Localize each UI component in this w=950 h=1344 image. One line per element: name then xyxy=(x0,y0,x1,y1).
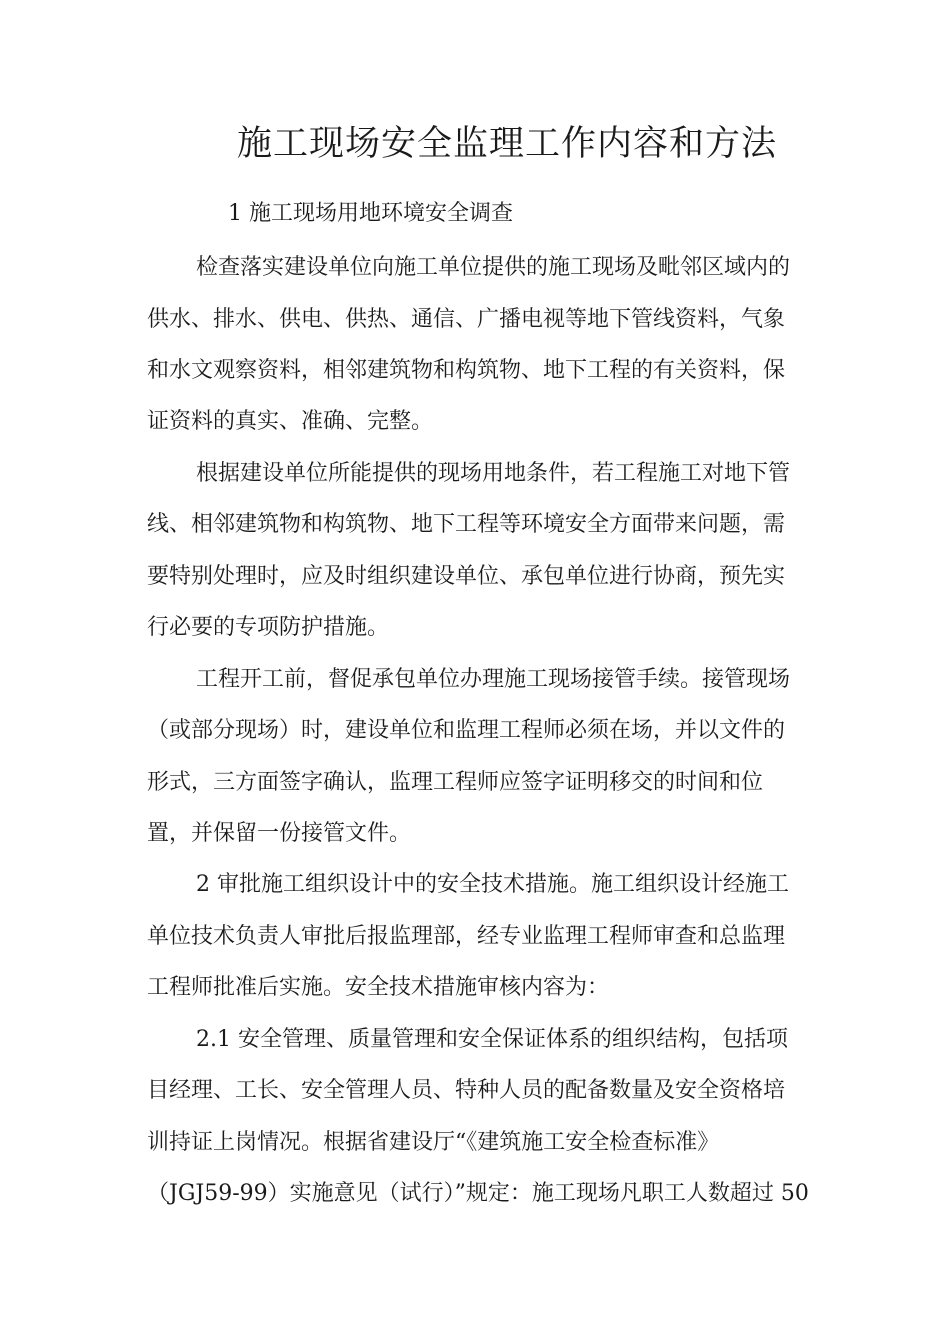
body-line: 工程师批准后实施。安全技术措施审核内容为： xyxy=(147,975,610,1000)
body-line: 要特别处理时，应及时组织建设单位、承包单位进行协商，预先实 xyxy=(147,564,786,589)
body-line: 2.1 安全管理、质量管理和安全保证体系的组织结构，包括项 xyxy=(196,1027,788,1052)
body-line: 供水、排水、供电、供热、通信、广播电视等地下管线资料，气象 xyxy=(147,307,786,332)
document-title: 施工现场安全监理工作内容和方法 xyxy=(236,124,777,164)
body-line: 检查落实建设单位向施工单位提供的施工现场及毗邻区域内的 xyxy=(196,255,791,280)
body-line: 训持证上岗情况。根据省建设厅“《建筑施工安全检查标准》 xyxy=(147,1130,720,1155)
body-line: 目经理、工长、安全管理人员、特种人员的配备数量及安全资格培 xyxy=(147,1078,786,1103)
body-line: 线、相邻建筑物和构筑物、地下工程等环境安全方面带来问题，需 xyxy=(147,512,786,537)
body-line: 单位技术负责人审批后报监理部，经专业监理工程师审查和总监理 xyxy=(147,924,786,949)
body-line: 根据建设单位所能提供的现场用地条件，若工程施工对地下管 xyxy=(196,461,791,486)
body-line: 工程开工前，督促承包单位办理施工现场接管手续。接管现场 xyxy=(196,667,791,692)
body-line: 和水文观察资料，相邻建筑物和构筑物、地下工程的有关资料，保 xyxy=(147,358,786,383)
body-line: 证资料的真实、准确、完整。 xyxy=(147,409,434,434)
body-line: 行必要的专项防护措施。 xyxy=(147,615,390,640)
body-line: 置，并保留一份接管文件。 xyxy=(147,821,412,846)
body-line: 形式，三方面签字确认，监理工程师应签字证明移交的时间和位 xyxy=(147,770,764,795)
body-line: 2 审批施工组织设计中的安全技术措施。施工组织设计经施工 xyxy=(196,872,789,897)
section-1-heading: 1 施工现场用地环境安全调查 xyxy=(228,201,513,226)
body-line: （JGJ59-99）实施意见（试行）”规定：施工现场凡职工人数超过 50 xyxy=(147,1181,809,1206)
body-line: （或部分现场）时，建设单位和监理工程师必须在场，并以文件的 xyxy=(147,718,786,743)
